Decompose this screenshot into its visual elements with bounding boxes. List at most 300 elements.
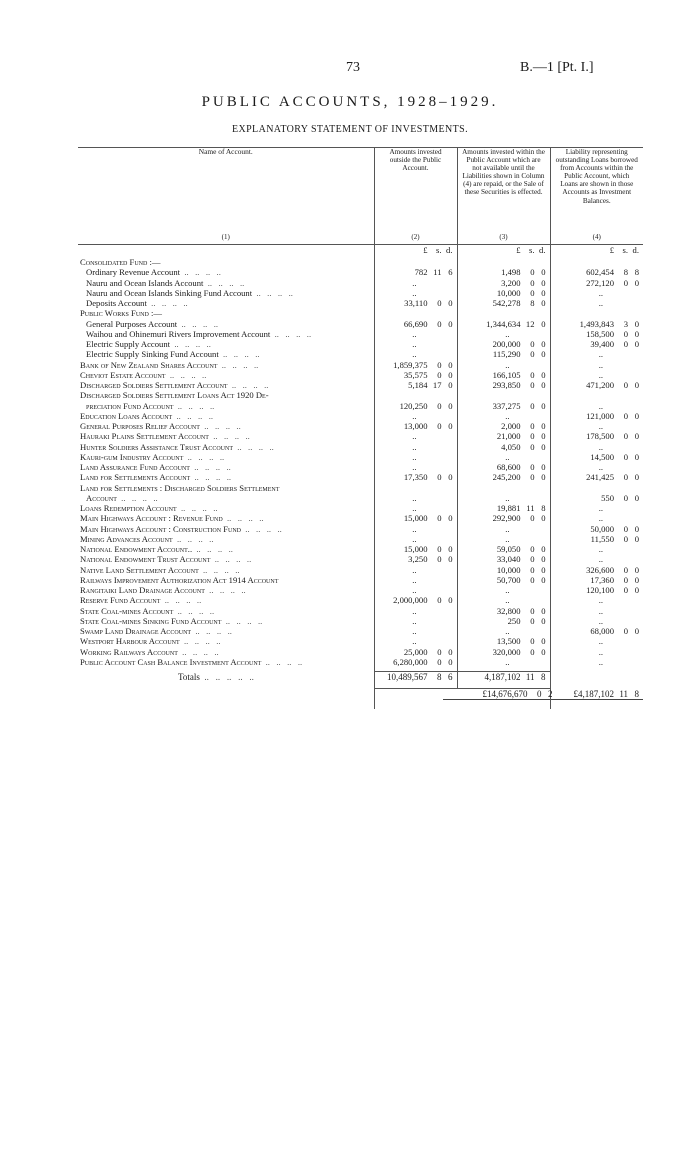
amount-shillings: 0 — [530, 574, 535, 585]
amount-cell-c3 — [457, 585, 550, 595]
amount-shillings: 0 — [530, 267, 535, 278]
amount — [458, 585, 550, 595]
amount-pounds: 2,000,000 — [393, 595, 428, 606]
amount-shillings: 0 — [437, 544, 442, 554]
table-row — [78, 257, 643, 267]
amount — [458, 349, 550, 359]
nil-marker: .. — [505, 451, 510, 462]
amount-cell-c3 — [457, 657, 550, 667]
account-name: Hunter Soldiers Assistance Trust Account — [80, 441, 233, 452]
table-row — [78, 483, 643, 493]
amount-pounds: 782 — [414, 267, 428, 278]
leader-dots: .. .. .. .. — [173, 605, 215, 616]
amount — [375, 606, 457, 616]
account-name: Railways Improvement Authorization Act 1914 Account — [80, 574, 279, 585]
grand-total-col23 — [374, 689, 553, 710]
amount-cell-c4 — [550, 390, 643, 400]
account-name: Hauraki Plains Settlement Account — [80, 431, 209, 442]
leader-dots: .. .. .. .. — [173, 400, 215, 411]
table-row — [78, 380, 643, 390]
table-row — [78, 452, 643, 462]
table-row — [78, 554, 643, 564]
nil-marker: .. — [598, 615, 603, 626]
leader-dots: .. .. .. .. — [172, 410, 214, 421]
amount-shillings: 0 — [530, 513, 535, 524]
account-name: Main Highways Account : Revenue Fund — [80, 513, 223, 524]
amount-shillings: 0 — [623, 574, 628, 585]
leader-dots: .. .. .. .. — [261, 656, 303, 667]
table-row — [78, 442, 643, 452]
nil-marker: .. — [412, 615, 417, 626]
table-row — [78, 472, 643, 482]
table-row — [78, 585, 643, 595]
amount-cell-c3 — [457, 493, 550, 503]
nil-marker: .. — [412, 349, 417, 360]
account-name-cell — [78, 319, 374, 329]
leader-dots: .. .. .. .. — [227, 380, 269, 390]
amount — [375, 503, 457, 513]
amount-cell-c2 — [374, 431, 457, 441]
amount — [458, 380, 550, 390]
amount — [375, 575, 457, 585]
nil-marker: .. — [505, 656, 510, 667]
amount-shillings: 0 — [537, 689, 542, 699]
account-name-cell — [78, 534, 374, 544]
amount-cell-c3 — [457, 442, 550, 452]
amount — [458, 431, 550, 441]
column-number-2: (2) — [374, 232, 457, 245]
amount-cell-c4 — [550, 452, 643, 462]
amount-pounds: 10,489,567 — [387, 672, 428, 682]
amount-pounds: 115,290 — [492, 349, 521, 360]
amount-shillings: 0 — [437, 595, 442, 606]
account-name: Consolidated Fund :— — [80, 257, 161, 267]
amount — [458, 503, 550, 513]
amount-pence: 0 — [541, 267, 546, 278]
amount-pounds: 471,200 — [586, 380, 614, 390]
account-name: Education Loans Account — [80, 410, 173, 421]
amount-pence: 0 — [541, 605, 546, 616]
account-name-cell — [78, 554, 374, 564]
nil-marker: .. — [598, 503, 603, 513]
table-row — [78, 616, 643, 626]
column-header-name: Name of Account. — [78, 148, 374, 233]
leader-dots: .. .. .. .. — [210, 554, 252, 565]
table-row — [78, 595, 643, 605]
nil-marker: .. — [598, 287, 603, 298]
unit-pence: d. — [539, 245, 546, 255]
amount-shillings: 0 — [530, 339, 535, 349]
amount-cell-c4 — [550, 616, 643, 626]
amount — [551, 411, 644, 421]
totals-col3 — [457, 672, 550, 689]
leader-dots: .. .. .. .. — [183, 451, 225, 462]
amount — [551, 565, 644, 575]
amount-pounds: 5,184 — [408, 380, 428, 390]
amount — [551, 524, 644, 534]
amount-pence: 0 — [634, 533, 639, 544]
amount-shillings: 0 — [437, 513, 442, 524]
table-row — [78, 544, 643, 554]
table-row — [78, 462, 643, 472]
account-name: Working Railways Account — [80, 646, 178, 657]
amount-shillings: 0 — [530, 380, 535, 390]
amount-cell-c2 — [374, 411, 457, 421]
column-header-row — [78, 148, 643, 233]
amount-pence: 0 — [541, 574, 546, 585]
amount-cell-c2 — [374, 483, 457, 493]
amount-pounds: 1,859,375 — [393, 359, 428, 370]
amount — [551, 278, 644, 288]
account-name: Main Highways Account : Construction Fund — [80, 523, 241, 534]
amount — [375, 349, 457, 359]
amount-cell-c2 — [374, 329, 457, 339]
amount-cell-c4 — [550, 483, 643, 493]
table-row — [78, 503, 643, 513]
amount-cell-c3 — [457, 575, 550, 585]
account-name: Swamp Land Drainage Account — [80, 626, 192, 636]
amount-cell-c2 — [374, 544, 457, 554]
amount-pence: 0 — [634, 574, 639, 585]
amount — [375, 329, 457, 339]
account-name-cell — [78, 472, 374, 482]
amount-cell-c2 — [374, 401, 457, 411]
nil-marker: .. — [412, 339, 417, 349]
amount — [458, 278, 550, 288]
nil-marker: .. — [598, 349, 603, 360]
nil-marker: .. — [412, 287, 417, 298]
amount-pounds: £4,187,102 — [573, 688, 614, 699]
table-row — [78, 329, 643, 339]
amount-shillings: 0 — [530, 369, 535, 380]
account-name: Land for Settlements Account — [80, 472, 191, 483]
amount-pence: 0 — [634, 451, 639, 462]
amount — [458, 493, 550, 503]
amount-shillings: 8 — [623, 267, 628, 278]
leader-dots: .. .. .. .. — [170, 339, 211, 349]
amount-cell-c4 — [550, 503, 643, 513]
amount-cell-c2 — [374, 575, 457, 585]
account-name-cell — [78, 452, 374, 462]
amount — [375, 657, 457, 667]
amount — [458, 462, 550, 472]
amount-cell-c3 — [457, 636, 550, 646]
amount-pence: 0 — [541, 380, 546, 390]
account-name: Bank of New Zealand Shares Account — [80, 359, 218, 370]
amount-shillings: 11 — [525, 672, 535, 682]
amount — [458, 298, 550, 308]
amount — [375, 585, 457, 595]
leader-dots: .. .. .. .. — [176, 503, 218, 513]
amount-pence: 0 — [541, 421, 546, 431]
column-number-row — [78, 232, 643, 245]
amount — [458, 421, 550, 431]
amount — [551, 380, 644, 390]
amount-pence: 0 — [541, 441, 546, 452]
amount-shillings: 0 — [437, 359, 442, 370]
amount — [458, 647, 550, 657]
nil-marker: .. — [598, 595, 603, 606]
amount-cell-c3 — [457, 452, 550, 462]
amount-pounds: 1,498 — [501, 267, 521, 278]
amount-pounds: 50,000 — [590, 523, 614, 534]
amount-cell-c2 — [374, 288, 457, 298]
nil-marker: .. — [412, 523, 417, 534]
amount-pounds: 1,344,634 — [486, 318, 521, 329]
amount-pence: 0 — [448, 400, 453, 411]
amount — [551, 319, 644, 329]
amount-cell-c4 — [550, 380, 643, 390]
nil-marker: .. — [412, 441, 417, 452]
amount — [458, 472, 550, 482]
amount-cell-c4 — [550, 329, 643, 339]
amount-cell-c2 — [374, 606, 457, 616]
amount — [458, 360, 550, 370]
amount-cell-c4 — [550, 267, 643, 277]
amount-pence: 0 — [634, 431, 639, 442]
amount-shillings: 0 — [530, 636, 535, 647]
account-name-cell — [78, 421, 374, 431]
amount-shillings: 0 — [623, 564, 628, 575]
amount-pence: 0 — [634, 585, 639, 595]
amount — [458, 411, 550, 421]
amount-shillings: 0 — [437, 472, 442, 483]
nil-marker: .. — [412, 277, 417, 288]
amount-cell-c3 — [457, 565, 550, 575]
account-name: Reserve Fund Account — [80, 595, 161, 606]
amount-pence: 2 — [548, 689, 553, 699]
amount-cell-c4 — [550, 575, 643, 585]
amount-cell-c4 — [550, 411, 643, 421]
amount-cell-c4 — [550, 462, 643, 472]
amount-cell-c3 — [457, 349, 550, 359]
amount-shillings: 0 — [623, 380, 628, 390]
unit-cell-3 — [457, 245, 550, 258]
amount-pounds: 11,550 — [590, 533, 614, 544]
amount-pence: 0 — [634, 380, 639, 390]
account-name: Cheviot Estate Account — [80, 369, 166, 380]
column-number-4: (4) — [550, 232, 643, 245]
amount-pence: 0 — [634, 472, 639, 483]
account-name-cell — [78, 329, 374, 339]
leader-dots: .. .. .. .. — [221, 615, 263, 626]
amount — [551, 493, 644, 503]
account-name-cell — [78, 585, 374, 595]
page-title: PUBLIC ACCOUNTS, 1928–1929. — [201, 94, 499, 110]
amount-pounds: 337,275 — [492, 400, 521, 411]
account-name-cell — [78, 360, 374, 370]
account-name: Kauri-gum Industry Account — [80, 451, 184, 462]
unit-shillings: s. — [529, 245, 535, 255]
account-name-cell — [78, 278, 374, 288]
account-name-cell — [78, 636, 374, 646]
amount-shillings: 3 — [623, 318, 628, 329]
amount — [458, 606, 550, 616]
nil-marker: .. — [598, 513, 603, 524]
amount-pounds: 25,000 — [403, 646, 428, 657]
nil-marker: .. — [598, 554, 603, 565]
amount-cell-c3 — [457, 421, 550, 431]
amount-cell-c3 — [457, 483, 550, 493]
amount-pence: 0 — [541, 636, 546, 647]
amount-pence: 0 — [541, 513, 546, 524]
amount-cell-c2 — [374, 657, 457, 667]
account-name-cell — [78, 657, 374, 667]
amount-pounds: 1,493,843 — [579, 318, 614, 329]
account-name-cell — [78, 288, 374, 298]
amount-pence: 0 — [541, 544, 546, 554]
amount-cell-c3 — [457, 524, 550, 534]
nil-marker: .. — [505, 359, 510, 370]
amount — [375, 360, 457, 370]
leader-dots: .. .. .. .. — [270, 328, 312, 339]
amount-cell-c2 — [374, 616, 457, 626]
amount-cell-c3 — [457, 380, 550, 390]
amount-cell-c3 — [457, 308, 550, 318]
amount — [551, 472, 644, 482]
table-row — [78, 657, 643, 667]
amount-cell-c3 — [457, 319, 550, 329]
amount-pence: 0 — [634, 339, 639, 349]
amount-pounds: 6,280,000 — [393, 656, 428, 667]
table-row — [78, 493, 643, 503]
amount-pence: 0 — [448, 298, 453, 308]
amount-cell-c2 — [374, 380, 457, 390]
amount-pounds: 178,500 — [586, 431, 614, 442]
totals-section — [78, 672, 643, 710]
account-name-cell — [78, 544, 374, 554]
amount-pounds: 13,500 — [496, 636, 521, 647]
amount-pounds: 200,000 — [492, 339, 521, 349]
account-name-cell — [78, 298, 374, 308]
account-name: Deposits Account — [86, 298, 147, 308]
account-name: National Endowment Account.. — [80, 544, 193, 554]
unit-cell-2 — [374, 245, 457, 258]
account-name: Loans Redemption Account — [80, 503, 177, 513]
account-name: General Purposes Account — [86, 318, 178, 329]
account-name: Land for Settlements : Discharged Soldiers Settlement — [80, 482, 280, 493]
nil-marker: .. — [505, 595, 510, 606]
nil-marker: .. — [412, 605, 417, 616]
amount-shillings: 0 — [530, 441, 535, 452]
amount — [375, 298, 457, 308]
amount-pounds: 35,575 — [403, 369, 428, 380]
account-name: preciation Fund Account — [86, 400, 174, 411]
amount-cell-c4 — [550, 636, 643, 646]
amount-shillings: 0 — [437, 656, 442, 667]
amount-pence: 0 — [448, 369, 453, 380]
nil-marker: .. — [412, 585, 417, 595]
nil-marker: .. — [505, 492, 510, 503]
amount-cell-c3 — [457, 462, 550, 472]
account-name-cell — [78, 308, 374, 318]
amount-cell-c2 — [374, 298, 457, 308]
account-name-cell — [78, 575, 374, 585]
amount — [551, 616, 644, 626]
leader-dots: .. .. .. .. — [172, 533, 214, 544]
amount-pounds: 13,000 — [403, 421, 428, 431]
amount-shillings: 0 — [530, 400, 535, 411]
amount-pence: 0 — [634, 277, 639, 288]
amount — [375, 339, 457, 349]
amount-pounds: 602,454 — [586, 267, 614, 278]
amount-pence: 0 — [541, 349, 546, 360]
amount-pounds: 2,000 — [501, 421, 521, 431]
table-row — [78, 339, 643, 349]
table-row — [78, 421, 643, 431]
leader-dots: .. .. .. .. — [199, 421, 241, 431]
column-number-1: (1) — [78, 232, 374, 245]
amount-cell-c4 — [550, 319, 643, 329]
nil-marker: .. — [505, 533, 510, 544]
amount-shillings: 0 — [437, 318, 442, 329]
amount — [551, 585, 644, 595]
amount — [458, 544, 550, 554]
unit-pound: £ — [423, 245, 428, 255]
amount-shillings: 0 — [530, 421, 535, 431]
amount — [551, 288, 644, 298]
amount-pounds: 121,000 — [586, 410, 614, 421]
account-name: General Purposes Relief Account — [80, 421, 200, 431]
nil-marker: .. — [598, 298, 603, 308]
account-name-cell — [78, 339, 374, 349]
amount-pence: 0 — [541, 277, 546, 288]
amount-shillings: 0 — [530, 349, 535, 360]
amount-cell-c2 — [374, 636, 457, 646]
account-name: Account — [86, 492, 117, 503]
amount-pounds: 4,187,102 — [484, 672, 521, 682]
nil-marker: .. — [505, 585, 510, 595]
nil-marker: .. — [598, 544, 603, 554]
leader-dots: .. .. .. .. — [177, 646, 219, 657]
amount-pounds: 3,250 — [408, 554, 428, 565]
leader-dots: .. .. .. .. — [177, 318, 218, 329]
amount-shillings: 11 — [526, 503, 535, 513]
amount-cell-c3 — [457, 544, 550, 554]
amount-cell-c4 — [550, 298, 643, 308]
amount-pence: 0 — [448, 318, 453, 329]
grand-total-col4 — [550, 689, 643, 710]
amount-cell-c4 — [550, 524, 643, 534]
account-name-cell — [78, 349, 374, 359]
amount-pounds: 320,000 — [492, 646, 521, 657]
amount-pounds: 120,100 — [586, 585, 614, 595]
account-name-cell — [78, 370, 374, 380]
column-header-2: Amounts invested outside the Public Account. — [374, 148, 457, 233]
unit-cell-4 — [550, 245, 643, 258]
amount — [458, 319, 550, 329]
nil-marker: .. — [505, 626, 510, 636]
account-name-cell — [78, 616, 374, 626]
amount-pence: 6 — [448, 267, 453, 278]
leader-dots: .. .. .. .. — [252, 287, 293, 298]
amount — [458, 575, 550, 585]
amount-shillings: 0 — [530, 431, 535, 442]
leader-dots: .. .. .. .. — [217, 359, 259, 370]
amount-cell-c2 — [374, 360, 457, 370]
amount-pence: 0 — [448, 380, 453, 390]
amount-shillings: 0 — [437, 421, 442, 431]
amount-pence: 0 — [541, 339, 546, 349]
account-name-cell — [78, 401, 374, 411]
table-row — [78, 360, 643, 370]
nil-marker: .. — [505, 523, 510, 534]
amount — [551, 606, 644, 616]
amount — [551, 267, 644, 277]
amount-cell-c2 — [374, 308, 457, 318]
amount — [551, 339, 644, 349]
amount-cell-c3 — [457, 288, 550, 298]
